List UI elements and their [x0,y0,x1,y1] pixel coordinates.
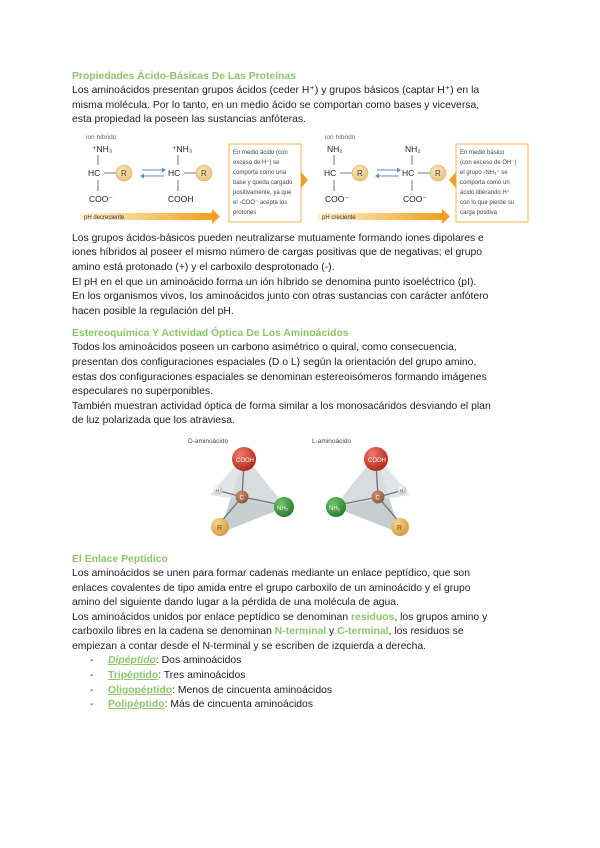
text-run: carboxilo libres en la cadena se denominan [72,626,275,638]
term-n-terminal: N-terminal [274,626,327,638]
term-oligopeptido: Oligopéptido [108,684,173,696]
list-item [72,654,530,669]
coo-right-2: COO⁻ [403,193,427,204]
l-r-text: R [397,524,403,532]
r-right-2: R [435,168,441,178]
text-run: y [326,626,338,638]
ph-bar-right-label: pH creciente [322,214,356,221]
list-dash: - [90,699,94,711]
hc-left-1: HC [88,167,101,178]
document-page [72,70,530,713]
info-left-line: el -COO⁻ acepta los [233,199,288,206]
text-run: Los aminoácidos unidos por enlace peptídico se denominan [72,611,351,623]
paragraph-line: estas dos configuraciones espaciales se denominan estereoisómeros formando imágenes [72,371,487,383]
list-dash: - [90,670,94,682]
paragraph-line: Los aminoácidos se unen para formar cadenas mediante un enlace peptídico, que son [72,567,470,579]
info-right-line: carga positiva [460,209,498,216]
paragraph-line: amino está protonado (+) y el carboxilo desprotonado (-). [72,261,335,273]
term-tripeptido: Tripéptido [108,670,159,682]
info-left-line: exceso de H⁺) se [233,159,280,166]
list-desc: : Dos aminoácidos [155,655,242,667]
info-right-line: En medio básico [460,149,505,156]
r-left-1: R [121,168,127,178]
term-dipeptido: Dipéptido [108,655,156,667]
paragraph-line: de luz polarizada que los atraviesa. [72,415,235,427]
term-polipeptido: Polipéptido [108,699,165,711]
info-right-line: ácido liberando H⁺ [460,189,510,196]
section-title-stereochemistry: Estereoquímica Y Actividad Óptica De Los Aminoácidos [72,328,349,340]
paragraph-line: esta propiedad la poseen las sustancias anfóteras. [72,114,306,126]
hc-right-1: HC [324,167,337,178]
list-desc: : Menos de cincuenta aminoácidos [172,684,333,696]
list-dash: - [90,655,94,667]
paragraph-line: iones híbridos al poseer el mismo número de cargas positivas que de negativas; el grupo [72,247,483,259]
list-item [72,684,530,699]
paragraph-line: presentan dos configuraciones espaciales (D o L) según la orientación del grupo amino, [72,356,477,368]
info-left-line: base y queda cargado [233,179,293,186]
paragraph-line: misma molécula. Por lo tanto, en un medio ácido se comportan como bases y viceversa, [72,99,480,111]
info-right-line: con lo que pierde su [460,199,515,206]
stereoisomers-figure [72,435,530,547]
l-cooh-text: COOH [368,457,386,464]
hc-left-2: HC [168,167,181,178]
peptide-types-list [72,654,530,712]
ph-bar-left-label: pH decreciente [84,214,125,221]
hc-right-2: HC [402,167,415,178]
list-desc: : Tres aminoácidos [158,670,246,682]
term-residuos: residuos [351,611,395,623]
paragraph-line: enlaces covalentes de tipo amida entre el grupo carboxilo de un aminoácido y el grupo [72,582,471,594]
paragraph-line: El pH en el que un aminoácido forma un ión híbrido se denomina punto isoeléctrico (pI). [72,276,477,288]
list-dash: - [90,684,94,696]
zwitterion-figure [72,132,530,232]
d-h-text: H [216,487,220,493]
nh2-right-2: NH₂ [405,143,421,154]
d-cooh-text: COOH [236,457,254,464]
info-right-line: el grupo -NH₃⁺ se [460,169,508,176]
l-nh2-text: NH₂ [329,505,340,512]
list-item [72,698,530,713]
r-right-1: R [357,168,363,178]
info-right-line: (con exceso de OH⁻) [460,159,517,166]
nh3-left-1: ⁺NH₃ [92,143,113,154]
section-title-acid-base: Propiedades Ácido-Básicas De Las Proteínas [72,71,297,82]
paragraph-line: especulares no superponibles. [72,386,213,398]
text-run: , los grupos amino y [394,611,488,623]
list-desc: : Más de cincuenta aminoácidos [164,699,314,711]
d-c-text: C [239,495,244,502]
paragraph-line: En los organismos vivos, los aminoácidos junto con otras sustancias con carácter anfótero [72,291,489,303]
paragraph-line [72,625,530,640]
paragraph-line: Todos los aminoácidos poseen un carbono asimétrico o quiral, como consecuencia, [72,342,457,354]
d-aminoacid-label: D-aminoácido [188,437,229,445]
paragraph-line: amino del siguiente dando lugar a la pérdida de una molécula de agua. [72,597,399,609]
info-left-line: comporta como una [233,169,287,176]
left-panel-label: ion híbrido [86,133,117,141]
paragraph-line: También muestran actividad óptica de forma similar a los monosacáridos desviando el plan [72,400,491,412]
cooh-left-2: COOH [168,193,194,204]
paragraph-line: hacen posible la regulación del pH. [72,305,234,317]
paragraph-line: Los aminoácidos presentan grupos ácidos (ceder H⁺) y grupos básicos (captar H⁺) en la [72,85,480,96]
info-left-line: En medio ácido (con [233,149,288,156]
l-h-text: H [400,487,404,493]
l-aminoacid-label: L-aminoácido [312,437,352,445]
info-left-line: protones [233,209,257,216]
paragraph-line: empiezan a contar desde el N-terminal y se escriben de izquierda a derecha. [72,640,427,652]
term-c-terminal: C-terminal [337,626,389,638]
coo-right-1: COO⁻ [325,193,349,204]
coo-left-1: COO⁻ [89,193,113,204]
r-left-2: R [201,168,207,178]
list-item [72,669,530,684]
info-left-line: positivamente, ya que [233,189,292,196]
nh2-right-1: NH₂ [327,143,343,154]
d-nh2-text: NH₂ [277,505,288,512]
nh3-left-2: ⁺NH₃ [172,143,193,154]
right-panel-label: ion híbrido [325,133,356,141]
info-right-line: comporta como un [460,179,510,186]
text-run: , los residuos se [388,626,464,638]
d-r-text: R [217,524,223,532]
paragraph-line [72,611,530,626]
l-c-text: C [375,495,380,502]
section-title-peptide-bond: El Enlace Peptídico [72,553,168,565]
paragraph-line: Los grupos ácidos-básicos pueden neutralizarse mutuamente formando iones dipolares e [72,232,484,244]
